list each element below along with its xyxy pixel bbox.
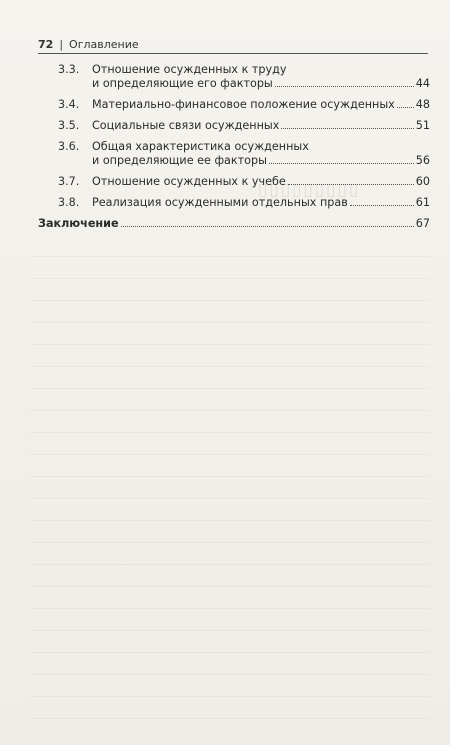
toc-entry-title-line: Материально-финансовое положение осужденных [92, 98, 395, 111]
toc-entry-page: 48 [415, 98, 430, 111]
toc-entry-title-line: и определяющие ее факторы [92, 154, 267, 167]
toc-entry-title-line: Отношение осужденных к труду [92, 63, 287, 76]
show-through-lines [30, 240, 430, 720]
toc-entry-number: 3.5. [58, 119, 80, 132]
toc-entry-page: 44 [415, 77, 430, 90]
leader-dots [350, 204, 414, 206]
header-separator: | [59, 38, 64, 51]
toc-entry-page: 56 [415, 154, 430, 167]
toc-section-title: Заключение [38, 217, 119, 230]
toc-entry-title-line: Реализация осужденными отдельных прав [92, 196, 348, 209]
header-title: Оглавление [69, 38, 139, 51]
header-rule [38, 53, 428, 54]
toc-entry-page: 61 [415, 196, 430, 209]
toc-entry-title-line: Социальные связи осужденных [92, 119, 280, 132]
leader-dots [281, 127, 413, 129]
toc-entry-page: 67 [415, 217, 430, 230]
running-header [38, 38, 139, 51]
toc-entry-3-6[interactable] [38, 140, 430, 168]
toc-entry-3-4[interactable] [38, 98, 430, 112]
toc-entry-number: 3.4. [58, 98, 80, 111]
leader-dots [397, 106, 414, 108]
show-through-text: ▯▯▯▯▯▯▯▯▯ [258, 180, 361, 200]
toc-entry-title-line: Отношение осужденных к учебе [92, 175, 286, 188]
toc-entry-number: 3.3. [58, 63, 80, 76]
toc-entry-3-7[interactable] [38, 175, 430, 189]
toc-entry-number: 3.6. [58, 140, 80, 153]
leader-dots [121, 225, 414, 227]
toc-entry-page: 60 [415, 175, 430, 188]
toc-entry-title-line: Общая характеристика осужденных [92, 140, 309, 153]
toc-entry-number: 3.8. [58, 196, 80, 209]
table-of-contents [38, 63, 430, 238]
page-number: 72 [38, 38, 54, 51]
toc-entry-page: 51 [415, 119, 430, 132]
toc-entry-3-3[interactable] [38, 63, 430, 91]
toc-entry-title-line: и определяющие его факторы [92, 77, 273, 90]
leader-dots [275, 85, 414, 87]
toc-entry-number: 3.7. [58, 175, 80, 188]
leader-dots [288, 183, 414, 185]
toc-entry-3-8[interactable] [38, 196, 430, 210]
leader-dots [269, 162, 414, 164]
toc-entry-3-5[interactable] [38, 119, 430, 133]
toc-entry-conclusion[interactable] [38, 217, 430, 231]
